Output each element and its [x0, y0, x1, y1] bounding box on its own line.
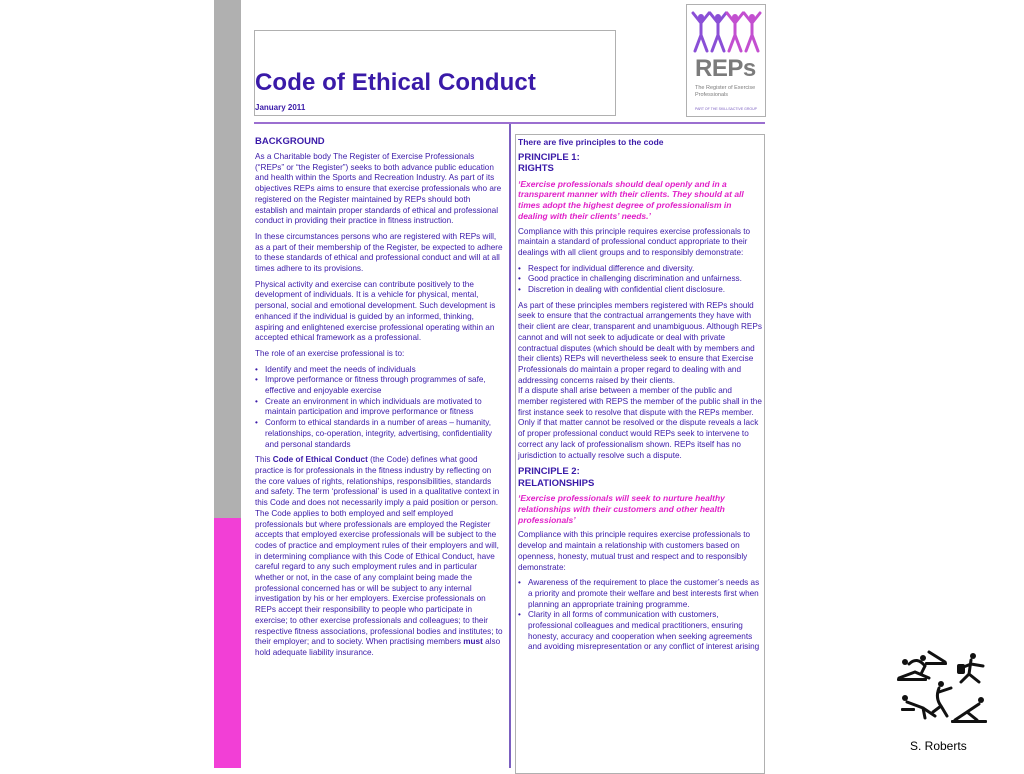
list-item: • Good practice in challenging discrimination and unfairness. [518, 274, 762, 285]
sidebar-grey-bar [214, 0, 241, 518]
logo-tagline: PART OF THE SKILLSACTIVE GROUP [695, 107, 757, 111]
principle-1-text: Compliance with this principle requires exercise professionals to maintain a standard of professional conduct appropriate to their dealings with all client groups and to responsibly demonstrate: [518, 226, 751, 257]
principle-1-text-3: If a dispute shall arise between a member of the public and member registered with REPS the member of the public shall in the first instance seek to resolve that dispute with the REPs member. Only if that matter cannot be resolved or the dispute reveals a lack of proper professional conduct would REPs seek to intervene to correct any lack of professionalism shown. REPs itself has no jurisdiction to actually resolve such a dispute. [518, 386, 762, 460]
background-paragraph-2: In these circumstances persons who are registered with REPs will, as a part of their membership of the Register, be expected to adhere to these standards of ethical and professional conduct and will at all times adhere to its provisions. [255, 231, 503, 274]
list-item: • Discretion in dealing with confidential client disclosure. [518, 285, 762, 296]
fitness-clipart-icon [895, 648, 991, 724]
principle-2-title [518, 466, 762, 489]
background-heading: BACKGROUND [255, 136, 325, 147]
text-run: This [255, 455, 273, 465]
principle-number: PRINCIPLE 2: [518, 466, 580, 478]
principle-2-quote: ‘Exercise professionals will seek to nurture healthy relationships with their customers and other health professionals’ [518, 493, 725, 525]
column-divider [509, 124, 511, 768]
principle-name: RIGHTS [518, 163, 554, 175]
sidebar-pink-bar [214, 518, 241, 768]
background-paragraph-1: As a Charitable body The Register of Exercise Professionals (“REPs” or “the Register”) seeks to both advance public education and health within the Sports and Recreation Industry. As part of its objectives REPs aims to ensure that exercise professionals who are registered on the Register maintained by REPs should both establish and maintain proper standards of ethical and professional conduct in providing their practice in fitness instruction. [255, 152, 502, 226]
logo-subtitle: The Register of Exercise Professionals [695, 85, 756, 98]
list-item: • Identify and meet the needs of individuals [255, 365, 503, 376]
right-column [515, 134, 765, 774]
code-definition-paragraph [255, 455, 503, 658]
list-item: • Clarity in all forms of communication with customers, professional colleagues and medical practitioners, ensuring honesty, accuracy and cooperation when seeking agreements and avoiding misrepresentation or any conflict of interest arising [518, 610, 762, 653]
list-item: • Awareness of the requirement to place the customer’s needs as a priority and promote their welfare and best interests first when planning an appropriate training programme. [518, 578, 762, 610]
left-column [255, 136, 503, 664]
role-list [255, 365, 503, 451]
principle-1-title [518, 152, 762, 175]
list-item: • Create an environment in which individuals are motivated to maintain participation and improve performance or fitness [255, 397, 503, 418]
document-date: January 2011 [255, 103, 306, 112]
principle-number: PRINCIPLE 1: [518, 151, 580, 163]
must-emphasis: must [463, 637, 483, 647]
code-name-emphasis: Code of Ethical Conduct [272, 455, 368, 465]
reps-logo-figures-icon [687, 7, 765, 57]
principle-1-text-2: As part of these principles members registered with REPs should seek to ensure that the contractual arrangements they have with their client are clear, transparent and unambiguous. Although REPs cannot and will not seek to adjudicate or deal with private contractual disputes (which should be dealt with by members and their clients) REPs will nevertheless seek to ensure that Exercise Professionals do maintain a proper regard to dealing with and addressing concerns raised by their clients. [518, 300, 762, 385]
background-paragraph-3: Physical activity and exercise can contribute positively to the development of individuals. It is a vehicle for physical, mental, personal, social and emotional development. Such development is enhanced if the individual is guided by an informed, thinking, aspiring and enlightened exercise professional operating within an accepted ethical framework as a professional. [255, 279, 496, 343]
list-item: • Conform to ethical standards in a number of areas – humanity, relationships, co-operation, integrity, advertising, confidentiality and personal standards [255, 418, 503, 450]
principle-1-list [518, 264, 762, 296]
text-run: also hold adequate liability insurance. [255, 637, 501, 657]
principles-intro: There are five principles to the code [518, 137, 664, 147]
principle-1-quote: ‘Exercise professionals should deal openly and in a transparent manner with their clients. They should at all times adopt the highest degree of professionalism in dealing with their clients’ needs.’ [518, 178, 744, 221]
role-intro: The role of an exercise professional is to: [255, 348, 405, 358]
principle-name: RELATIONSHIPS [518, 477, 595, 489]
page-title: Code of Ethical Conduct [255, 69, 536, 96]
logo-wordmark: REPs [695, 55, 756, 82]
principle-2-text: Compliance with this principle requires exercise professionals to develop and maintain a relationship with customers based on openness, honesty, mutual trust and respect and to responsibly demonstrate: [518, 530, 751, 572]
list-item: • Improve performance or fitness through programmes of safe, effective and enjoyable exercise [255, 375, 503, 396]
text-run: (the Code) defines what good practice is for professionals in the fitness industry by reflecting on the core values of rights, relationships, responsibilities, standards and safety. The term ‘professional’ is used in a qualitative context in this Code and does not necessarily imply a paid position or person. The Code applies to both employed and self employed professionals but where professionals are employed the Register accepts that employed exercise professionals will be subject to the codes of practice and employment rules of their employers and will, in determining compliance with this Code of Ethical Conduct, have careful regard to any such employment rules and in particular whether or not, in the case of any complaint being made the professional concerned has or will be subject to any internal investigation by his or her employers. Exercise professionals on REPs accept their responsibility to people who participate in exercise; to other exercise professionals and colleagues; to their respective fitness associations, professional bodies and institutes; to their employer; and to society. When practising members [255, 455, 503, 647]
list-item: • Respect for individual difference and diversity. [518, 264, 762, 275]
author-credit: S. Roberts [910, 739, 967, 753]
reps-logo [686, 4, 766, 117]
principle-2-list [518, 578, 762, 653]
